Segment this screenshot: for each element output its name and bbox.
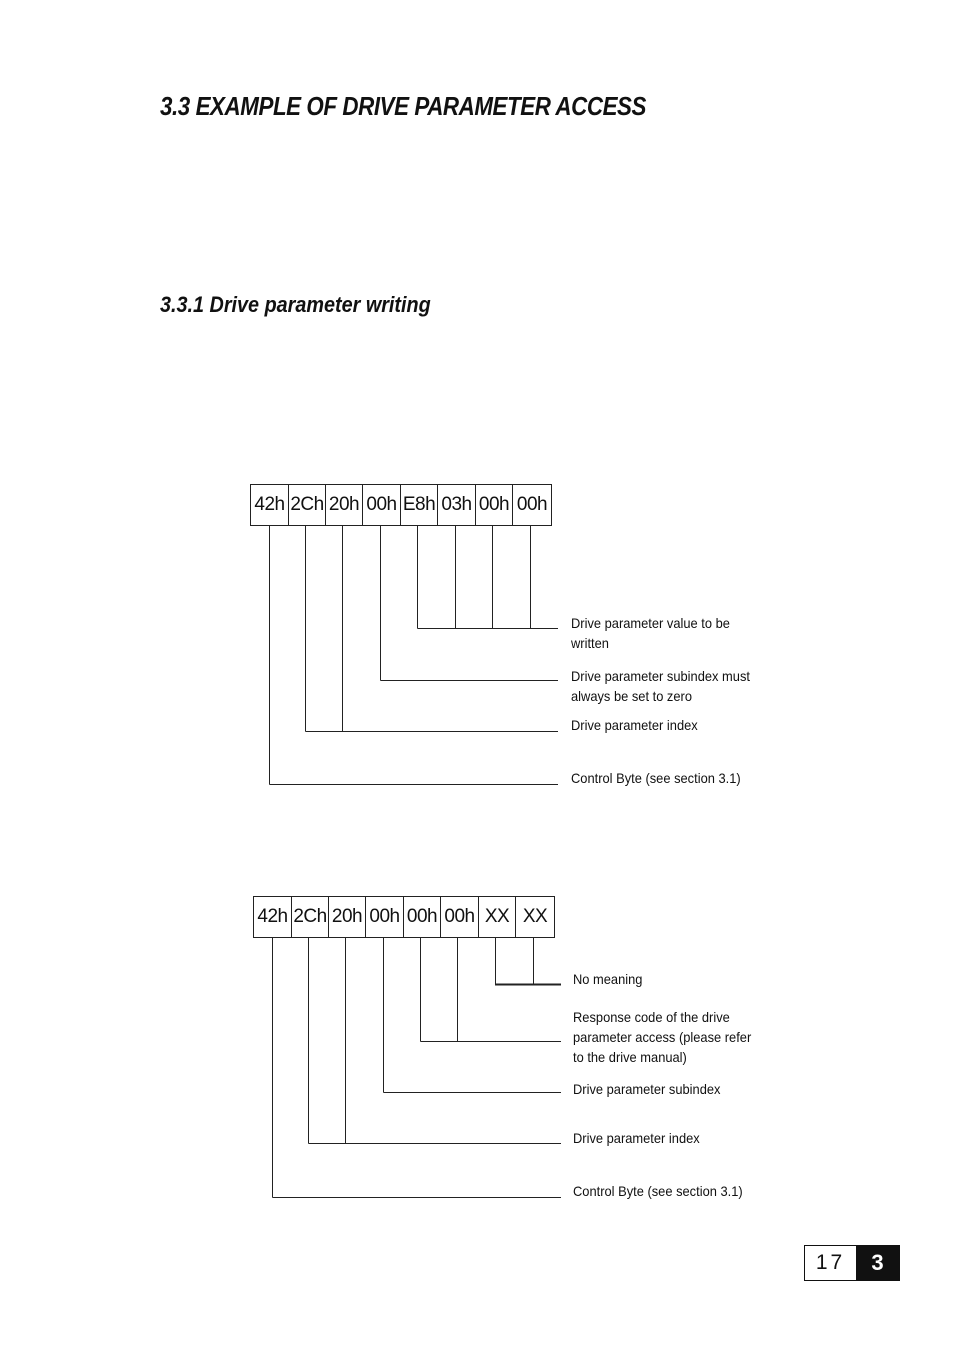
byte-cell: 42h	[254, 897, 292, 937]
byte-cell: 2Ch	[289, 485, 326, 525]
byte-cell: 20h	[326, 485, 363, 525]
chapter-tab: 3	[856, 1246, 899, 1280]
section-title: 3.3 EXAMPLE OF DRIVE PARAMETER ACCESS	[160, 91, 647, 121]
byte-cell: 00h	[404, 897, 441, 937]
byte-cell: 00h	[441, 897, 479, 937]
annotation-value: Drive parameter value to be written	[571, 615, 730, 651]
byte-cell: 42h	[251, 485, 289, 525]
annotation-response-code: Response code of the drive parameter access (please refer to the drive manual)	[573, 1009, 752, 1065]
page-number: 17	[815, 1251, 846, 1274]
annotation-control-byte: Control Byte (see section 3.1)	[573, 1183, 743, 1199]
annotation-subindex: Drive parameter subindex	[573, 1081, 721, 1097]
byte-cell: E8h	[401, 485, 438, 525]
annotation-control-byte: Control Byte (see section 3.1)	[571, 770, 741, 786]
byte-cell: 00h	[366, 897, 404, 937]
annotation-subindex: Drive parameter subindex must always be set to zero	[571, 668, 750, 704]
response-frame	[253, 896, 555, 938]
page-number-box	[804, 1245, 900, 1281]
annotation-index: Drive parameter index	[573, 1130, 700, 1146]
byte-cell: 2Ch	[292, 897, 329, 937]
annotation-no-meaning: No meaning	[573, 971, 643, 987]
byte-cell: 03h	[438, 485, 476, 525]
annotation-index: Drive parameter index	[571, 717, 698, 733]
byte-cell: 00h	[516, 494, 548, 515]
byte-cell: 20h	[329, 897, 366, 937]
byte-cell: XX	[479, 897, 516, 937]
byte-cell: 00h	[476, 485, 513, 525]
byte-cell: XX	[522, 906, 548, 927]
subsection-title: 3.3.1 Drive parameter writing	[160, 292, 431, 317]
write-frame	[250, 484, 552, 526]
byte-cell: 00h	[363, 485, 401, 525]
